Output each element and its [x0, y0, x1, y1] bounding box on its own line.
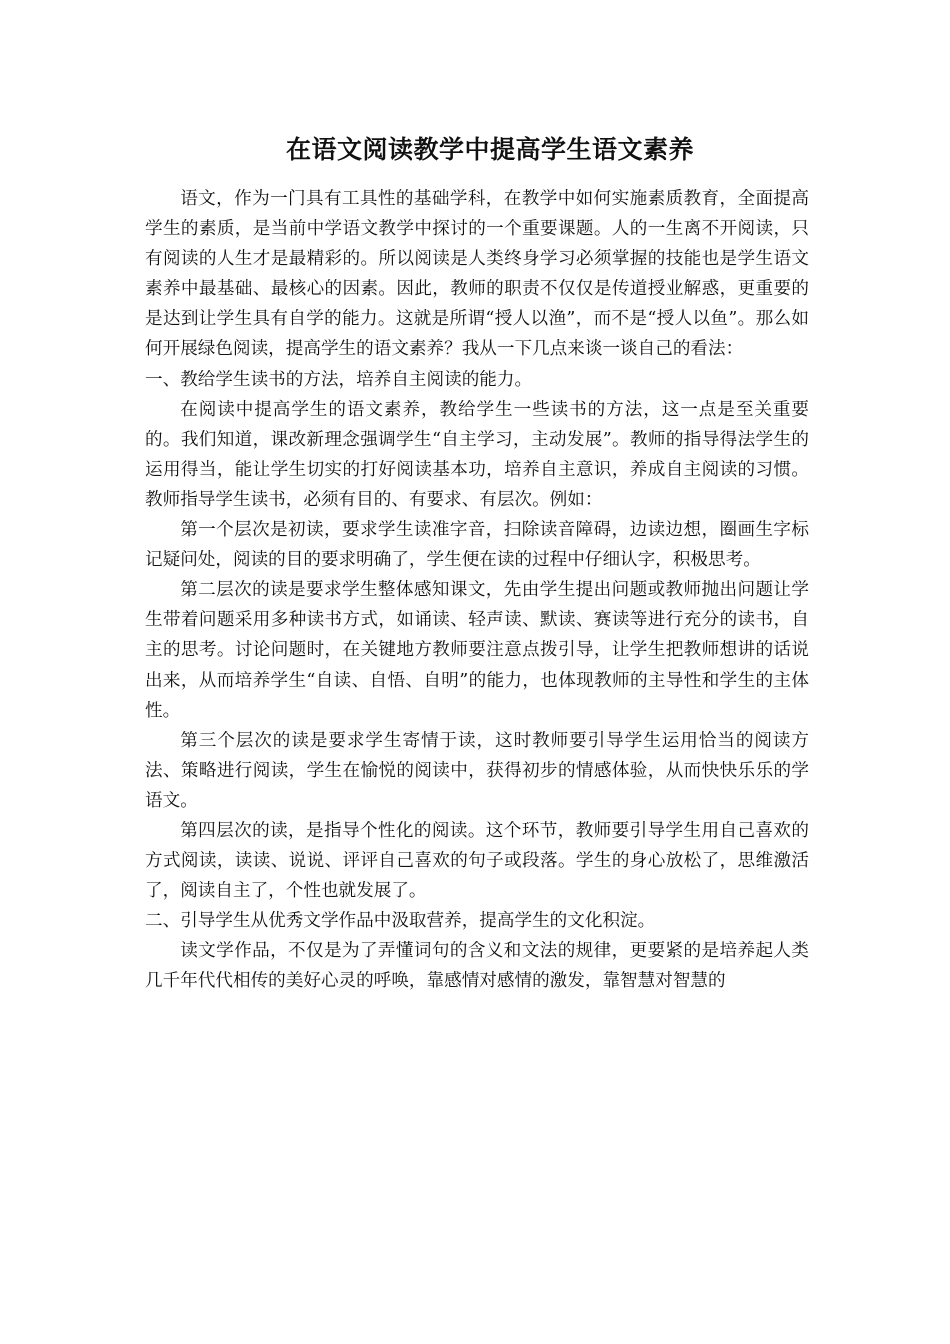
paragraph-level-4: 第四层次的读，是指导个性化的阅读。这个环节，教师要引导学生用自己喜欢的方式阅读，读读、说说、评评自己喜欢的句子或段落。学生的身心放松了，思维激活了，阅读自主了，个性也就发展了。 — [145, 820, 809, 902]
document-title: 在语文阅读教学中提高学生语文素养 — [285, 135, 694, 164]
section-heading-1: 一、教给学生读书的方法，培养自主阅读的能力。 — [145, 369, 533, 390]
paragraph-reading-methods: 在阅读中提高学生的语文素养，教给学生一些读书的方法，这一点是至关重要的。我们知道，课改新理念强调学生“自主学习，主动发展”。教师的指导得法学生的运用得当，能让学生切实的打好阅读基本功，培养自主意识，养成自主阅读的习惯。教师指导学生读书，必须有目的、有要求、有层次。例如： — [145, 399, 809, 510]
paragraph-literature: 读文学作品，不仅是为了弄懂词句的含义和文法的规律，更要紧的是培养起人类几千年代代相传的美好心灵的呼唤，靠感情对感情的激发，靠智慧对智慧的 — [145, 941, 809, 992]
paragraph-level-2: 第二层次的读是要求学生整体感知课文，先由学生提出问题或教师抛出问题让学生带着问题采用多种读书方式，如诵读、轻声读、默读、赛读等进行充分的读书，自主的思考。讨论问题时，在关键地方教师要注意点拨引导，让学生把教师想讲的话说出来，从而培养学生“自读、自悟、自明”的能力，也体现教师的主导性和学生的主体性。 — [145, 580, 809, 721]
paragraph-level-3: 第三个层次的读是要求学生寄情于读，这时教师要引导学生运用恰当的阅读方法、策略进行阅读，学生在愉悦的阅读中，获得初步的情感体验，从而快快乐乐的学语文。 — [145, 730, 809, 811]
paragraph-intro: 语文，作为一门具有工具性的基础学科，在教学中如何实施素质教育，全面提高学生的素质，是当前中学语文教学中探讨的一个重要课题。人的一生离不开阅读，只有阅读的人生才是最精彩的。所以阅读是人类终身学习必须掌握的技能也是学生语文素养中最基础、最核心的因素。因此，教师的职责不仅仅是传道授业解惑，更重要的是达到让学生具有自学的能力。这就是所谓“授人以渔”，而不是“授人以鱼”。那么如何开展绿色阅读，提高学生的语文素养？我从一下几点来谈一谈自己的看法： — [145, 189, 809, 360]
section-heading-2: 二、引导学生从优秀文学作品中汲取营养，提高学生的文化积淀。 — [145, 911, 656, 932]
document-body — [145, 184, 809, 997]
paragraph-level-1: 第一个层次是初读，要求学生读准字音，扫除读音障碍，边读边想，圈画生字标记疑问处，阅读的目的要求明确了，学生便在读的过程中仔细认字，积极思考。 — [145, 520, 809, 571]
